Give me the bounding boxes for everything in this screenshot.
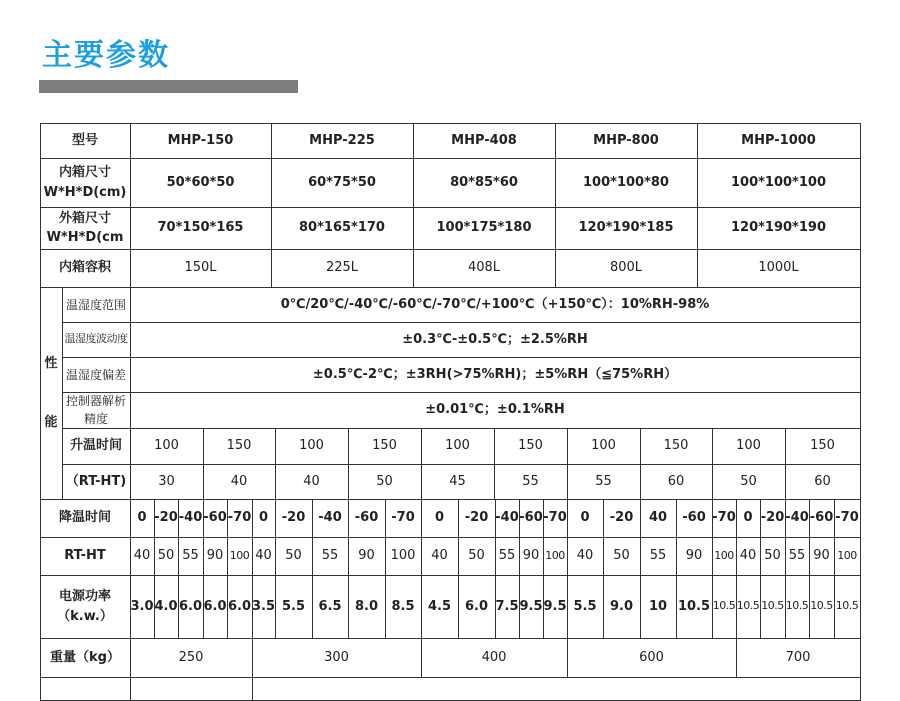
weight-cell: 300 <box>252 638 422 678</box>
cooling-cell: 0 <box>252 499 276 538</box>
outer_size-cell: 100*175*180 <box>413 207 556 250</box>
rtht-cell: 50 <box>760 537 786 576</box>
rtht-cell: 50 <box>603 537 641 576</box>
rtht-cell: 50 <box>275 537 313 576</box>
performance-fluctuation-label: 温湿度波动度 <box>62 322 131 358</box>
heating-time-cell: 55 <box>494 464 568 500</box>
heating-time-cell: 50 <box>348 464 422 500</box>
cooling-cell: -60 <box>809 499 835 538</box>
power-cell: 3.0 <box>130 575 155 639</box>
rtht-cell: 100 <box>712 537 737 576</box>
heating-temp-cell: 100 <box>275 428 349 465</box>
rtht-label: RT-HT <box>40 537 131 576</box>
cooling-cell: 0 <box>130 499 155 538</box>
performance-deviation-label: 温湿度偏差 <box>62 357 131 393</box>
heating-temp-cell: 150 <box>494 428 568 465</box>
inner_size-cell: 60*75*50 <box>271 158 414 208</box>
rtht-cell: 100 <box>227 537 253 576</box>
power-cell: 4.5 <box>421 575 459 639</box>
volume-cell: 1000L <box>697 249 861 288</box>
rtht-cell: 40 <box>252 537 276 576</box>
power-cell: 6.5 <box>312 575 349 639</box>
header-cell: MHP-225 <box>271 123 414 159</box>
power-cell: 4.0 <box>154 575 179 639</box>
heating-time-cell: 60 <box>785 464 861 500</box>
cooling-label: 降温时间 <box>40 499 131 538</box>
rtht-cell: 100 <box>543 537 568 576</box>
heating-time-cell: 50 <box>712 464 786 500</box>
cooling-cell: -70 <box>385 499 422 538</box>
outer_size-cell: 120*190*190 <box>697 207 861 250</box>
inner_size-cell: 100*100*80 <box>555 158 698 208</box>
heating-rtht-label: （RT-HT) <box>62 464 131 500</box>
heating-time-cell: 30 <box>130 464 204 500</box>
outer_size-cell: 80*165*170 <box>271 207 414 250</box>
weight-cell: 400 <box>421 638 568 678</box>
heating-time-cell: 40 <box>275 464 349 500</box>
rtht-cell: 55 <box>785 537 810 576</box>
cooling-cell: -20 <box>275 499 313 538</box>
header-cell: MHP-800 <box>555 123 698 159</box>
outer_size-cell: 70*150*165 <box>130 207 272 250</box>
power-cell: 10.5 <box>712 575 737 639</box>
rtht-cell: 50 <box>154 537 179 576</box>
weight-cell: 600 <box>567 638 737 678</box>
power-cell: 9.0 <box>603 575 641 639</box>
cooling-cell: 0 <box>736 499 761 538</box>
power-cell: 6.0 <box>203 575 228 639</box>
power-cell: 6.0 <box>458 575 496 639</box>
performance-range-label: 温湿度范围 <box>62 287 131 323</box>
heating-temp-cell: 100 <box>130 428 204 465</box>
power-cell: 8.0 <box>348 575 386 639</box>
cooling-cell: -60 <box>203 499 228 538</box>
rtht-cell: 90 <box>676 537 713 576</box>
heating-temp-cell: 150 <box>785 428 861 465</box>
rtht-cell: 90 <box>809 537 835 576</box>
cooling-cell: -40 <box>178 499 204 538</box>
cooling-cell: -70 <box>834 499 861 538</box>
heating-temp-cell: 150 <box>203 428 276 465</box>
heating-temp-cell: 150 <box>640 428 713 465</box>
performance-deviation-value: ±0.5℃-2℃；±3RH(>75%RH)；±5%RH（≦75%RH） <box>130 357 861 393</box>
performance-resolution-value: ±0.01℃；±0.1%RH <box>130 392 861 429</box>
header-cell: MHP-408 <box>413 123 556 159</box>
volume-cell: 150L <box>130 249 272 288</box>
performance-fluctuation-value: ±0.3℃-±0.5℃；±2.5%RH <box>130 322 861 358</box>
performance-range-value: 0℃/20℃/-40℃/-60℃/-70℃/+100℃（+150℃）：10%RH-98% <box>130 287 861 323</box>
power-cell: 6.0 <box>178 575 204 639</box>
power-cell: 5.5 <box>567 575 604 639</box>
rtht-cell: 100 <box>834 537 861 576</box>
heating-time-cell: 45 <box>421 464 495 500</box>
cooling-cell: -70 <box>227 499 253 538</box>
cooling-cell: 0 <box>567 499 604 538</box>
power-cell: 10.5 <box>736 575 761 639</box>
power-cell: 10.5 <box>676 575 713 639</box>
cooling-cell: -40 <box>312 499 349 538</box>
inner_size-cell: 80*85*60 <box>413 158 556 208</box>
cooling-cell: -60 <box>519 499 544 538</box>
power-cell: 3.5 <box>252 575 276 639</box>
volume-label: 内箱容积 <box>40 249 131 288</box>
rtht-cell: 40 <box>130 537 155 576</box>
rtht-cell: 50 <box>458 537 496 576</box>
heating-time-cell: 55 <box>567 464 641 500</box>
rtht-cell: 40 <box>736 537 761 576</box>
next-row-cell <box>252 677 861 701</box>
cooling-cell: -70 <box>543 499 568 538</box>
inner_size-cell: 100*100*100 <box>697 158 861 208</box>
power-cell: 10 <box>640 575 677 639</box>
outer_size-label: 外箱尺寸 W*H*D(cm <box>40 207 131 250</box>
power-cell: 7.5 <box>495 575 520 639</box>
cooling-cell: -40 <box>495 499 520 538</box>
cooling-cell: -70 <box>712 499 737 538</box>
volume-cell: 408L <box>413 249 556 288</box>
power-cell: 9.5 <box>519 575 544 639</box>
weight-label: 重量（kg） <box>40 638 131 678</box>
heating-time-cell: 40 <box>203 464 276 500</box>
title-underline-bar <box>39 80 298 93</box>
cooling-cell: -20 <box>603 499 641 538</box>
cooling-cell: 0 <box>421 499 459 538</box>
weight-cell: 250 <box>130 638 253 678</box>
power-cell: 5.5 <box>275 575 313 639</box>
heating-time-cell: 60 <box>640 464 713 500</box>
cooling-cell: -20 <box>458 499 496 538</box>
volume-cell: 225L <box>271 249 414 288</box>
inner_size-label: 内箱尺寸 W*H*D(cm) <box>40 158 131 208</box>
heating-temp-cell: 100 <box>421 428 495 465</box>
header-label: 型号 <box>40 123 131 159</box>
rtht-cell: 55 <box>640 537 677 576</box>
cooling-cell: -20 <box>760 499 786 538</box>
rtht-cell: 90 <box>348 537 386 576</box>
page-title: 主要参数 <box>42 38 170 73</box>
heating-temp-cell: 100 <box>567 428 641 465</box>
heating-time-label: 升温时间 <box>62 428 131 465</box>
next-row-label <box>40 677 131 701</box>
power-cell: 10.5 <box>809 575 835 639</box>
rtht-cell: 100 <box>385 537 422 576</box>
power-cell: 10.5 <box>785 575 810 639</box>
rtht-cell: 55 <box>495 537 520 576</box>
power-label: 电源功率 （k.w.） <box>40 575 131 639</box>
power-cell: 10.5 <box>834 575 861 639</box>
rtht-cell: 55 <box>312 537 349 576</box>
rtht-cell: 90 <box>203 537 228 576</box>
weight-cell: 700 <box>736 638 861 678</box>
inner_size-cell: 50*60*50 <box>130 158 272 208</box>
power-cell: 9.5 <box>543 575 568 639</box>
next-row-cell <box>130 677 253 701</box>
cooling-cell: -60 <box>348 499 386 538</box>
cooling-cell: -20 <box>154 499 179 538</box>
rtht-cell: 90 <box>519 537 544 576</box>
outer_size-cell: 120*190*185 <box>555 207 698 250</box>
heating-temp-cell: 100 <box>712 428 786 465</box>
cooling-cell: -40 <box>785 499 810 538</box>
power-cell: 6.0 <box>227 575 253 639</box>
cooling-cell: -60 <box>676 499 713 538</box>
performance-group-label: 性 能 <box>40 287 63 500</box>
rtht-cell: 40 <box>567 537 604 576</box>
rtht-cell: 55 <box>178 537 204 576</box>
rtht-cell: 40 <box>421 537 459 576</box>
heating-temp-cell: 150 <box>348 428 422 465</box>
performance-resolution-label: 控制器解析 精度 <box>62 392 131 429</box>
cooling-cell: 40 <box>640 499 677 538</box>
power-cell: 10.5 <box>760 575 786 639</box>
header-cell: MHP-150 <box>130 123 272 159</box>
header-cell: MHP-1000 <box>697 123 861 159</box>
volume-cell: 800L <box>555 249 698 288</box>
power-cell: 8.5 <box>385 575 422 639</box>
